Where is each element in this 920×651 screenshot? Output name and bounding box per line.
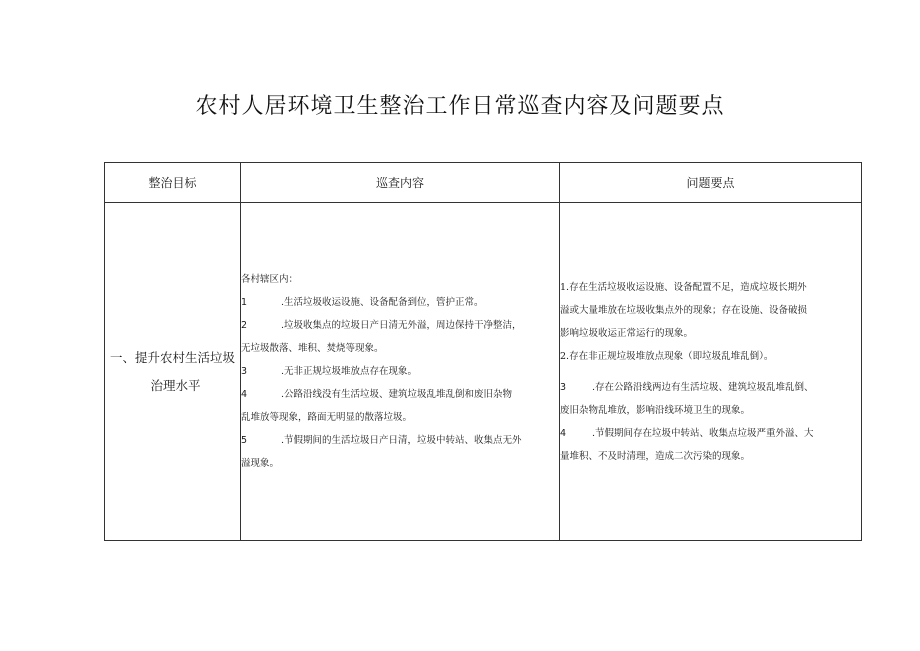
goal-line-2: 治理水平 xyxy=(150,377,201,393)
content-item-cont: 乱堆放等现象，路面无明显的散落垃圾。 xyxy=(241,412,413,423)
problem-3: 3 .存在公路沿线两边有生活垃圾、建筑垃圾乱堆乱倒、 xyxy=(560,381,814,393)
content-item: 5 .节假期间的生活垃圾日产日清，垃圾中转站、收集点无外 xyxy=(241,435,522,446)
inspection-table xyxy=(104,162,862,541)
header-content: 巡查内容 xyxy=(241,163,560,203)
content-item: 4 .公路沿线没有生活垃圾、建筑垃圾乱堆乱倒和废旧杂物 xyxy=(241,389,513,400)
table-row xyxy=(105,203,862,541)
content-item: 3 .无非正规垃圾堆放点存在现象。 xyxy=(241,366,418,377)
goal-cell xyxy=(105,203,241,541)
header-problems: 问题要点 xyxy=(560,163,862,203)
problems-cell xyxy=(560,203,862,541)
problem-1-line: 1.存在生活垃圾收运设施、设备配置不足，造成垃圾长期外 xyxy=(560,281,807,293)
page-title: 农村人居环境卫生整治工作日常巡查内容及问题要点 xyxy=(195,94,725,119)
problem-1-line: 影响垃圾收运正常运行的现象。 xyxy=(560,327,694,339)
problem-1-line: 溢或大量堆放在垃圾收集点外的现象；存在设施、设备破损 xyxy=(560,304,808,316)
content-item-cont: 无垃圾散落、堆积、焚烧等现象。 xyxy=(241,343,384,354)
content-item-cont: 溢现象。 xyxy=(241,458,280,469)
goal-line-1: 一、提升农村生活垃圾 xyxy=(109,349,235,365)
problem-3-cont: 废旧杂物乱堆放，影响沿线环境卫生的现象。 xyxy=(560,404,751,416)
table-header-row xyxy=(105,163,862,203)
content-intro: 各村辖区内： xyxy=(241,274,299,285)
content-item: 1 .生活垃圾收运设施、设备配备到位，管护正常。 xyxy=(241,297,484,308)
header-goal: 整治目标 xyxy=(105,163,241,203)
content-item: 2 .垃圾收集点的垃圾日产日清无外溢，周边保持干净整洁， xyxy=(241,320,522,331)
problem-4: 4 .节假期间存在垃圾中转站、收集点垃圾严重外溢、大 xyxy=(560,427,814,439)
content-cell xyxy=(241,203,560,541)
problem-4-cont: 量堆积、不及时清理，造成二次污染的现象。 xyxy=(560,450,751,462)
problem-2: 2.存在非正规垃圾堆放点现象（即垃圾乱堆乱倒）。 xyxy=(560,350,774,362)
